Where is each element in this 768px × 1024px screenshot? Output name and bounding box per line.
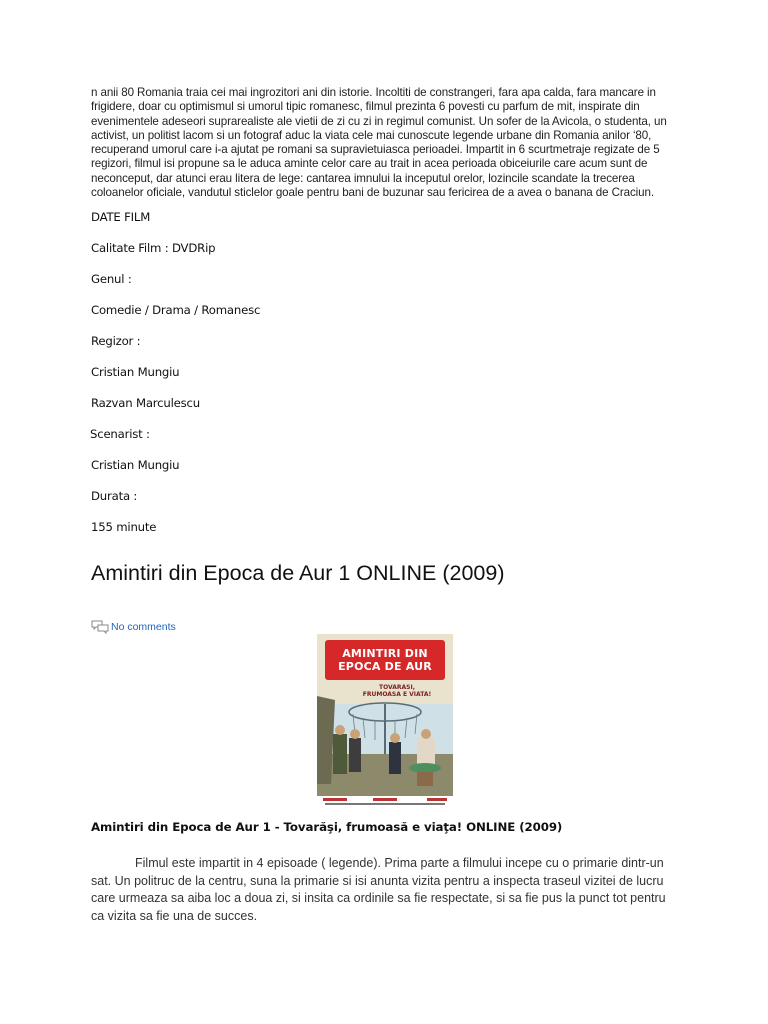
poster-tagline [357, 684, 437, 698]
post-subtitle-rest: - Tovarăşi, frumoasă e viaţa! ONLINE (2009) [270, 820, 563, 834]
poster-tagline-line-2: FRUMOASA E VIATA! [362, 691, 432, 698]
info-heading: DATE FILM [91, 210, 151, 225]
comments-link-row[interactable] [91, 619, 176, 635]
info-genre-value: Comedie / Drama / Romanesc [91, 303, 261, 318]
post-title[interactable]: Amintiri din Epoca de Aur 1 ONLINE (2009) [91, 561, 505, 585]
info-director-2: Razvan Marculescu [91, 396, 200, 411]
poster-tagline-line-1: TOVARASI, [378, 684, 415, 691]
info-writer-1: Cristian Mungiu [91, 458, 180, 473]
info-director-1: Cristian Mungiu [91, 365, 180, 380]
info-duration-value: 155 minute [91, 520, 157, 535]
no-comments-link[interactable]: No comments [111, 621, 176, 633]
article [91, 86, 677, 551]
poster-title-line-1: AMINTIRI DIN [342, 647, 428, 660]
post-body: Filmul este impartit in 4 episoade ( legende). Prima parte a filmului incepe cu o primarie dintr-un sat. Un politruc de la centru, suna la primarie si isi anunta vizita pentru a inspecta traseul vizitei de lucru care urmeaza sa aiba loc a doua zi, si insita ca ordinile sa fie respectate, si sa fie pus la punct tot pentru ca vizita sa fie una de succes. [91, 856, 666, 923]
info-quality: Calitate Film : DVDRip [91, 241, 216, 256]
speech-bubbles-icon [91, 620, 109, 635]
film-info [91, 210, 677, 535]
info-genre-label: Genul : [91, 272, 132, 287]
info-writer-label: Scenarist : [90, 427, 150, 442]
movie-poster [317, 634, 453, 808]
info-duration-label: Durata : [91, 489, 138, 504]
intro-paragraph: n anii 80 Romania traia cei mai ingrozitori ani din istorie. Incoltiti de constrangeri, fara apa calda, fara mancare in frigidere, doar cu optimismul si umorul tipic romanesc, filmul prezinta 6 povesti cu parfum de mit, inspirate din evenimentele adeseori suprarealiste ale vietii de zi cu zi in regimul comunist. Un sofer de la Avicola, o studenta, un activist, un politist lacom si un fotograf aduc la viata cele mai cunoscute legende urbane din Romania anilor ‘80, recuperand umorul care i-a ajutat pe romani sa supravietuiasca perioadei. Impartit in 6 scurtmetraje regizate de 5 regizori, filmul isi propune sa le aduca aminte celor care au trait in acea perioada obiceiurile care acum sunt de neconceput, dar atunci erau litera de lege: cantarea imnului la inceputul orelor, lozincile scandate la trecerea coloanelor oficiale, vandutul sticlelor goale pentru bani de buzunar sau fericirea de a avea o banana de Craciun. [91, 86, 667, 200]
info-director-label: Regizor : [91, 334, 141, 349]
poster-title-banner [325, 640, 445, 680]
post-subtitle [91, 820, 562, 834]
poster-title-line-2: EPOCA DE AUR [338, 660, 432, 673]
post-subtitle-bold: Amintiri din Epoca de Aur 1 [91, 820, 271, 834]
